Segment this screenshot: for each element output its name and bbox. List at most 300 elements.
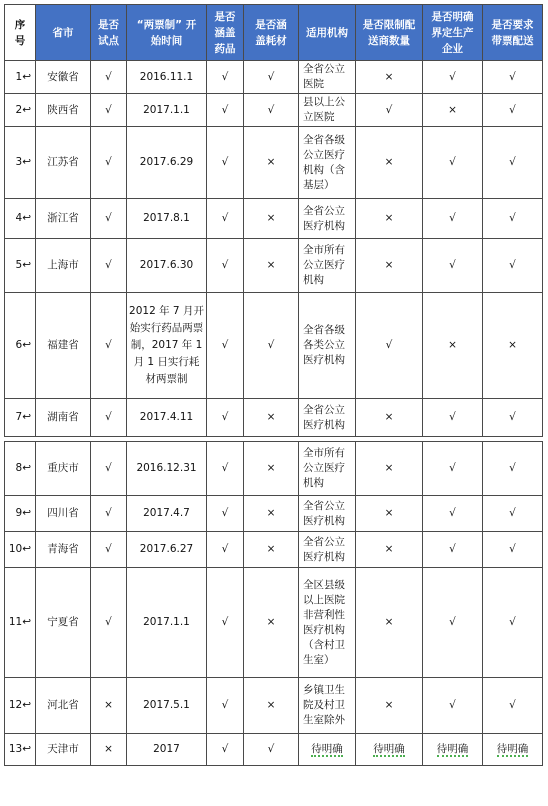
cell-limit bbox=[356, 239, 423, 293]
cell-start bbox=[127, 399, 207, 437]
header-line: 药品 bbox=[214, 42, 236, 55]
cell-text: 全省各级各类公立医疗机构 bbox=[303, 324, 345, 366]
cell-text: 2017.5.1 bbox=[143, 699, 190, 711]
cell-limit bbox=[356, 399, 423, 437]
cell-text: √ bbox=[449, 70, 456, 83]
cell-limit bbox=[356, 496, 423, 532]
cell-text: × bbox=[384, 699, 394, 711]
cell-consumables bbox=[244, 293, 299, 399]
cell-drugs bbox=[207, 199, 244, 239]
cell-pilot bbox=[91, 199, 127, 239]
header-line: 界定生产 bbox=[431, 26, 474, 39]
cell-text: √ bbox=[221, 259, 229, 271]
cell-text: × bbox=[384, 616, 394, 628]
cell-text: √ bbox=[221, 156, 229, 168]
header-line: 涵盖 bbox=[214, 26, 236, 39]
cell-text: √ bbox=[449, 411, 456, 423]
cell-text: √ bbox=[221, 339, 229, 351]
cell-text: × bbox=[266, 543, 276, 555]
header-line: “两票制” 开 bbox=[136, 18, 197, 31]
cell-start bbox=[127, 61, 207, 94]
header-line: 是否明确 bbox=[431, 10, 474, 23]
cell-define bbox=[423, 442, 483, 496]
cell-limit bbox=[356, 61, 423, 94]
cell-ticket bbox=[483, 442, 543, 496]
cell-text: √ bbox=[509, 212, 516, 224]
cell-no bbox=[5, 293, 36, 399]
cell-text: 待明确 bbox=[496, 743, 529, 755]
cell-text: √ bbox=[221, 103, 229, 116]
cell-consumables bbox=[244, 496, 299, 532]
cell-start bbox=[127, 127, 207, 199]
cell-limit bbox=[356, 442, 423, 496]
cell-consumables bbox=[244, 678, 299, 734]
cell-limit bbox=[356, 94, 423, 127]
header-line: 是否 bbox=[98, 18, 119, 31]
cell-consumables bbox=[244, 734, 299, 766]
cell-text: 全省公立医院 bbox=[303, 63, 345, 90]
cell-province bbox=[36, 496, 91, 532]
table-row bbox=[5, 127, 543, 199]
cell-ticket bbox=[483, 734, 543, 766]
cell-institution bbox=[299, 127, 356, 199]
cell-text: × bbox=[266, 156, 276, 168]
cell-ticket bbox=[483, 399, 543, 437]
cell-pilot bbox=[91, 442, 127, 496]
header-row bbox=[5, 5, 543, 61]
cell-text: 2017.6.27 bbox=[139, 543, 194, 555]
header-limit-distributors bbox=[356, 5, 423, 61]
cell-text: 2017 bbox=[153, 743, 180, 755]
cell-no bbox=[5, 734, 36, 766]
cell-text: √ bbox=[221, 543, 229, 555]
header-line: 是否要求 bbox=[491, 18, 534, 31]
cell-ticket bbox=[483, 94, 543, 127]
cell-text: × bbox=[384, 212, 394, 224]
cell-text: 2016.12.31 bbox=[136, 462, 197, 474]
cell-text: √ bbox=[267, 339, 275, 351]
cell-pilot bbox=[91, 127, 127, 199]
header-line: 送商数量 bbox=[368, 34, 410, 47]
cell-start bbox=[127, 496, 207, 532]
cell-drugs bbox=[207, 239, 244, 293]
cell-define bbox=[423, 127, 483, 199]
cell-text: 12↩ bbox=[8, 699, 31, 711]
cell-text: 4↩ bbox=[15, 212, 31, 224]
cell-define bbox=[423, 61, 483, 94]
cell-ticket bbox=[483, 496, 543, 532]
cell-consumables bbox=[244, 568, 299, 678]
cell-no bbox=[5, 399, 36, 437]
cell-text: 全省公立医疗机构 bbox=[303, 204, 345, 232]
cell-define bbox=[423, 532, 483, 568]
cell-ticket bbox=[483, 61, 543, 94]
cell-province bbox=[36, 734, 91, 766]
cell-institution bbox=[299, 94, 356, 127]
header-line: 带票配送 bbox=[491, 34, 534, 47]
cell-drugs bbox=[207, 442, 244, 496]
cell-institution bbox=[299, 496, 356, 532]
cell-text: × bbox=[384, 543, 394, 555]
cell-text: √ bbox=[221, 507, 229, 519]
cell-institution bbox=[299, 239, 356, 293]
cell-text: 全省公立医疗机构 bbox=[303, 535, 345, 563]
cell-text: 13↩ bbox=[8, 743, 31, 755]
header-line: 号 bbox=[14, 34, 26, 47]
cell-institution bbox=[299, 442, 356, 496]
cell-text: √ bbox=[509, 616, 516, 628]
cell-limit bbox=[356, 568, 423, 678]
cell-text: √ bbox=[509, 543, 516, 555]
cell-province bbox=[36, 442, 91, 496]
cell-drugs bbox=[207, 532, 244, 568]
cell-text: 10↩ bbox=[8, 543, 31, 555]
cell-text: × bbox=[266, 212, 276, 224]
cell-text: 浙江省 bbox=[47, 212, 79, 224]
cell-text: × bbox=[384, 70, 394, 83]
cell-text: 11↩ bbox=[8, 616, 31, 628]
cell-text: √ bbox=[267, 743, 275, 755]
cell-consumables bbox=[244, 532, 299, 568]
cell-text: 2017.4.7 bbox=[143, 507, 190, 519]
header-covers-consumables bbox=[244, 5, 299, 61]
table-row bbox=[5, 199, 543, 239]
cell-pilot bbox=[91, 399, 127, 437]
cell-drugs bbox=[207, 678, 244, 734]
header-line: 试点 bbox=[98, 34, 119, 47]
cell-start bbox=[127, 94, 207, 127]
cell-text: √ bbox=[105, 462, 112, 474]
cell-text: √ bbox=[385, 103, 393, 116]
cell-text: √ bbox=[509, 462, 516, 474]
cell-consumables bbox=[244, 399, 299, 437]
cell-consumables bbox=[244, 94, 299, 127]
cell-text: 江苏省 bbox=[47, 156, 79, 168]
cell-text: √ bbox=[449, 462, 456, 474]
cell-province bbox=[36, 94, 91, 127]
cell-text: 2017.8.1 bbox=[143, 212, 190, 224]
cell-text: 2017.1.1 bbox=[143, 616, 190, 628]
cell-text: √ bbox=[221, 616, 229, 628]
cell-text: 重庆市 bbox=[47, 462, 79, 474]
cell-text: 四川省 bbox=[47, 507, 79, 519]
cell-text: 待明确 bbox=[373, 743, 405, 755]
cell-text: × bbox=[266, 411, 276, 423]
cell-text: √ bbox=[221, 411, 229, 423]
cell-text: √ bbox=[385, 339, 393, 351]
cell-text: × bbox=[384, 411, 394, 423]
cell-define bbox=[423, 94, 483, 127]
cell-no bbox=[5, 442, 36, 496]
cell-drugs bbox=[207, 61, 244, 94]
cell-drugs bbox=[207, 399, 244, 437]
header-seq bbox=[5, 5, 36, 61]
cell-text: 福建省 bbox=[47, 339, 79, 351]
cell-pilot bbox=[91, 678, 127, 734]
cell-text: × bbox=[266, 462, 276, 474]
cell-text: √ bbox=[105, 103, 112, 116]
cell-province bbox=[36, 293, 91, 399]
cell-text: √ bbox=[221, 462, 229, 474]
cell-pilot bbox=[91, 61, 127, 94]
cell-text: √ bbox=[509, 259, 516, 271]
cell-define bbox=[423, 293, 483, 399]
cell-pilot bbox=[91, 293, 127, 399]
cell-text: 5↩ bbox=[15, 259, 31, 271]
cell-text: √ bbox=[105, 339, 112, 351]
cell-drugs bbox=[207, 734, 244, 766]
cell-text: × bbox=[384, 156, 394, 168]
cell-limit bbox=[356, 293, 423, 399]
cell-text: 6↩ bbox=[15, 339, 31, 351]
cell-start bbox=[127, 678, 207, 734]
cell-ticket bbox=[483, 678, 543, 734]
cell-start bbox=[127, 568, 207, 678]
cell-define bbox=[423, 239, 483, 293]
cell-text: × bbox=[104, 743, 113, 755]
cell-define bbox=[423, 496, 483, 532]
cell-define bbox=[423, 734, 483, 766]
cell-text: 2↩ bbox=[15, 103, 31, 116]
cell-text: √ bbox=[449, 616, 456, 628]
table-row bbox=[5, 442, 543, 496]
header-line: 省市 bbox=[52, 26, 74, 39]
cell-start bbox=[127, 199, 207, 239]
cell-text: × bbox=[508, 339, 517, 351]
cell-text: √ bbox=[449, 212, 456, 224]
cell-text: 宁夏省 bbox=[47, 616, 79, 628]
cell-drugs bbox=[207, 127, 244, 199]
cell-no bbox=[5, 94, 36, 127]
cell-province bbox=[36, 61, 91, 94]
cell-text: 全省各级公立医疗机构（含基层） bbox=[303, 133, 345, 191]
cell-text: × bbox=[266, 507, 276, 519]
cell-province bbox=[36, 239, 91, 293]
cell-text: 3↩ bbox=[15, 156, 31, 168]
cell-define bbox=[423, 399, 483, 437]
cell-define bbox=[423, 678, 483, 734]
cell-institution bbox=[299, 678, 356, 734]
cell-text: × bbox=[266, 616, 276, 628]
cell-text: √ bbox=[267, 70, 275, 83]
cell-limit bbox=[356, 199, 423, 239]
cell-province bbox=[36, 127, 91, 199]
cell-text: 县以上公立医院 bbox=[303, 96, 345, 123]
cell-text: √ bbox=[105, 616, 112, 628]
cell-limit bbox=[356, 678, 423, 734]
cell-ticket bbox=[483, 532, 543, 568]
cell-text: √ bbox=[267, 103, 275, 116]
cell-text: 上海市 bbox=[47, 259, 79, 271]
table-row bbox=[5, 568, 543, 678]
cell-text: 9↩ bbox=[15, 507, 31, 519]
cell-text: √ bbox=[449, 507, 456, 519]
cell-define bbox=[423, 199, 483, 239]
cell-drugs bbox=[207, 293, 244, 399]
cell-no bbox=[5, 61, 36, 94]
cell-no bbox=[5, 496, 36, 532]
cell-text: × bbox=[266, 259, 276, 271]
cell-text: √ bbox=[509, 507, 516, 519]
cell-text: √ bbox=[221, 212, 229, 224]
cell-consumables bbox=[244, 199, 299, 239]
cell-text: 2017.1.1 bbox=[143, 103, 190, 116]
cell-text: 全省公立医疗机构 bbox=[303, 499, 345, 527]
cell-text: √ bbox=[105, 507, 112, 519]
cell-text: 待明确 bbox=[311, 743, 343, 755]
cell-pilot bbox=[91, 532, 127, 568]
cell-ticket bbox=[483, 239, 543, 293]
cell-text: 全省公立医疗机构 bbox=[303, 403, 345, 431]
cell-text: 2012 年 7 月开始实行药品两票制，2017 年 1 月 1 日实行耗材两票制 bbox=[129, 305, 204, 385]
cell-text: × bbox=[384, 507, 394, 519]
cell-no bbox=[5, 127, 36, 199]
cell-drugs bbox=[207, 568, 244, 678]
header-institution bbox=[299, 5, 356, 61]
cell-drugs bbox=[207, 94, 244, 127]
cell-province bbox=[36, 532, 91, 568]
cell-text: 河北省 bbox=[47, 699, 79, 711]
cell-text: √ bbox=[221, 70, 229, 83]
table-row bbox=[5, 678, 543, 734]
cell-pilot bbox=[91, 496, 127, 532]
cell-no bbox=[5, 239, 36, 293]
table-row bbox=[5, 239, 543, 293]
cell-start bbox=[127, 532, 207, 568]
table-row bbox=[5, 293, 543, 399]
header-covers-drugs bbox=[207, 5, 244, 61]
header-ticket-delivery bbox=[483, 5, 543, 61]
cell-institution bbox=[299, 734, 356, 766]
cell-limit bbox=[356, 734, 423, 766]
cell-institution bbox=[299, 532, 356, 568]
header-define-manufacturer bbox=[423, 5, 483, 61]
header-line: 序 bbox=[14, 18, 26, 31]
cell-text: √ bbox=[105, 259, 112, 271]
cell-text: 2017.4.11 bbox=[139, 411, 194, 423]
header-line: 企业 bbox=[442, 42, 463, 55]
cell-text: √ bbox=[509, 699, 516, 711]
cell-text: 待明确 bbox=[436, 743, 469, 755]
cell-text: √ bbox=[105, 411, 112, 423]
cell-text: 全市所有公立医疗机构 bbox=[303, 447, 345, 489]
header-start-time bbox=[127, 5, 207, 61]
cell-text: 2017.6.29 bbox=[139, 156, 194, 168]
cell-text: 陕西省 bbox=[47, 103, 79, 116]
cell-text: 全区县级以上医院非营利性医疗机构（含村卫生室） bbox=[303, 578, 345, 666]
cell-consumables bbox=[244, 239, 299, 293]
cell-institution bbox=[299, 399, 356, 437]
cell-text: 全市所有公立医疗机构 bbox=[303, 244, 345, 286]
table-row bbox=[5, 399, 543, 437]
header-line: 是否限制配 bbox=[362, 18, 416, 31]
cell-text: × bbox=[384, 259, 394, 271]
cell-province bbox=[36, 399, 91, 437]
table-row bbox=[5, 532, 543, 568]
table-row bbox=[5, 734, 543, 766]
table-row bbox=[5, 94, 543, 127]
cell-text: × bbox=[266, 699, 276, 711]
cell-drugs bbox=[207, 496, 244, 532]
cell-text: 湖南省 bbox=[47, 411, 79, 423]
header-line: 是否涵 bbox=[255, 18, 287, 31]
cell-text: × bbox=[384, 462, 394, 474]
cell-start bbox=[127, 293, 207, 399]
header-line: 盖耗材 bbox=[255, 34, 287, 47]
cell-ticket bbox=[483, 568, 543, 678]
cell-text: 2016.11.1 bbox=[139, 70, 194, 83]
cell-text: 1↩ bbox=[15, 70, 31, 83]
cell-pilot bbox=[91, 734, 127, 766]
cell-text: × bbox=[104, 699, 113, 711]
cell-text: √ bbox=[221, 743, 229, 755]
cell-text: 青海省 bbox=[47, 543, 79, 555]
cell-no bbox=[5, 532, 36, 568]
cell-consumables bbox=[244, 127, 299, 199]
cell-consumables bbox=[244, 442, 299, 496]
cell-text: 7↩ bbox=[15, 411, 31, 423]
cell-text: × bbox=[448, 339, 457, 351]
cell-text: √ bbox=[509, 70, 516, 83]
cell-text: 2017.6.30 bbox=[139, 259, 194, 271]
cell-no bbox=[5, 678, 36, 734]
cell-pilot bbox=[91, 239, 127, 293]
cell-ticket bbox=[483, 199, 543, 239]
header-province bbox=[36, 5, 91, 61]
cell-institution bbox=[299, 568, 356, 678]
cell-limit bbox=[356, 532, 423, 568]
cell-text: × bbox=[448, 103, 457, 116]
cell-province bbox=[36, 678, 91, 734]
header-line: 适用机构 bbox=[306, 26, 348, 39]
cell-province bbox=[36, 568, 91, 678]
cell-start bbox=[127, 239, 207, 293]
cell-text: √ bbox=[105, 543, 112, 555]
cell-start bbox=[127, 442, 207, 496]
cell-text: √ bbox=[105, 70, 112, 83]
cell-text: √ bbox=[105, 212, 112, 224]
cell-province bbox=[36, 199, 91, 239]
header-pilot bbox=[91, 5, 127, 61]
two-invoice-policy-table bbox=[4, 4, 543, 766]
table-row bbox=[5, 496, 543, 532]
cell-limit bbox=[356, 127, 423, 199]
cell-text: √ bbox=[105, 156, 112, 168]
cell-text: √ bbox=[449, 543, 456, 555]
cell-text: √ bbox=[509, 411, 516, 423]
header-line: 是否 bbox=[214, 10, 236, 23]
cell-no bbox=[5, 199, 36, 239]
cell-ticket bbox=[483, 293, 543, 399]
cell-text: √ bbox=[449, 259, 456, 271]
cell-consumables bbox=[244, 61, 299, 94]
cell-institution bbox=[299, 61, 356, 94]
cell-text: 天津市 bbox=[47, 743, 79, 755]
cell-institution bbox=[299, 293, 356, 399]
cell-text: √ bbox=[509, 103, 516, 116]
cell-define bbox=[423, 568, 483, 678]
cell-text: √ bbox=[221, 699, 229, 711]
cell-institution bbox=[299, 199, 356, 239]
cell-start bbox=[127, 734, 207, 766]
cell-text: √ bbox=[509, 156, 516, 168]
cell-ticket bbox=[483, 127, 543, 199]
cell-text: √ bbox=[449, 156, 456, 168]
cell-pilot bbox=[91, 94, 127, 127]
table-row bbox=[5, 61, 543, 94]
header-line: 始时间 bbox=[150, 34, 183, 47]
cell-text: 8↩ bbox=[15, 462, 31, 474]
